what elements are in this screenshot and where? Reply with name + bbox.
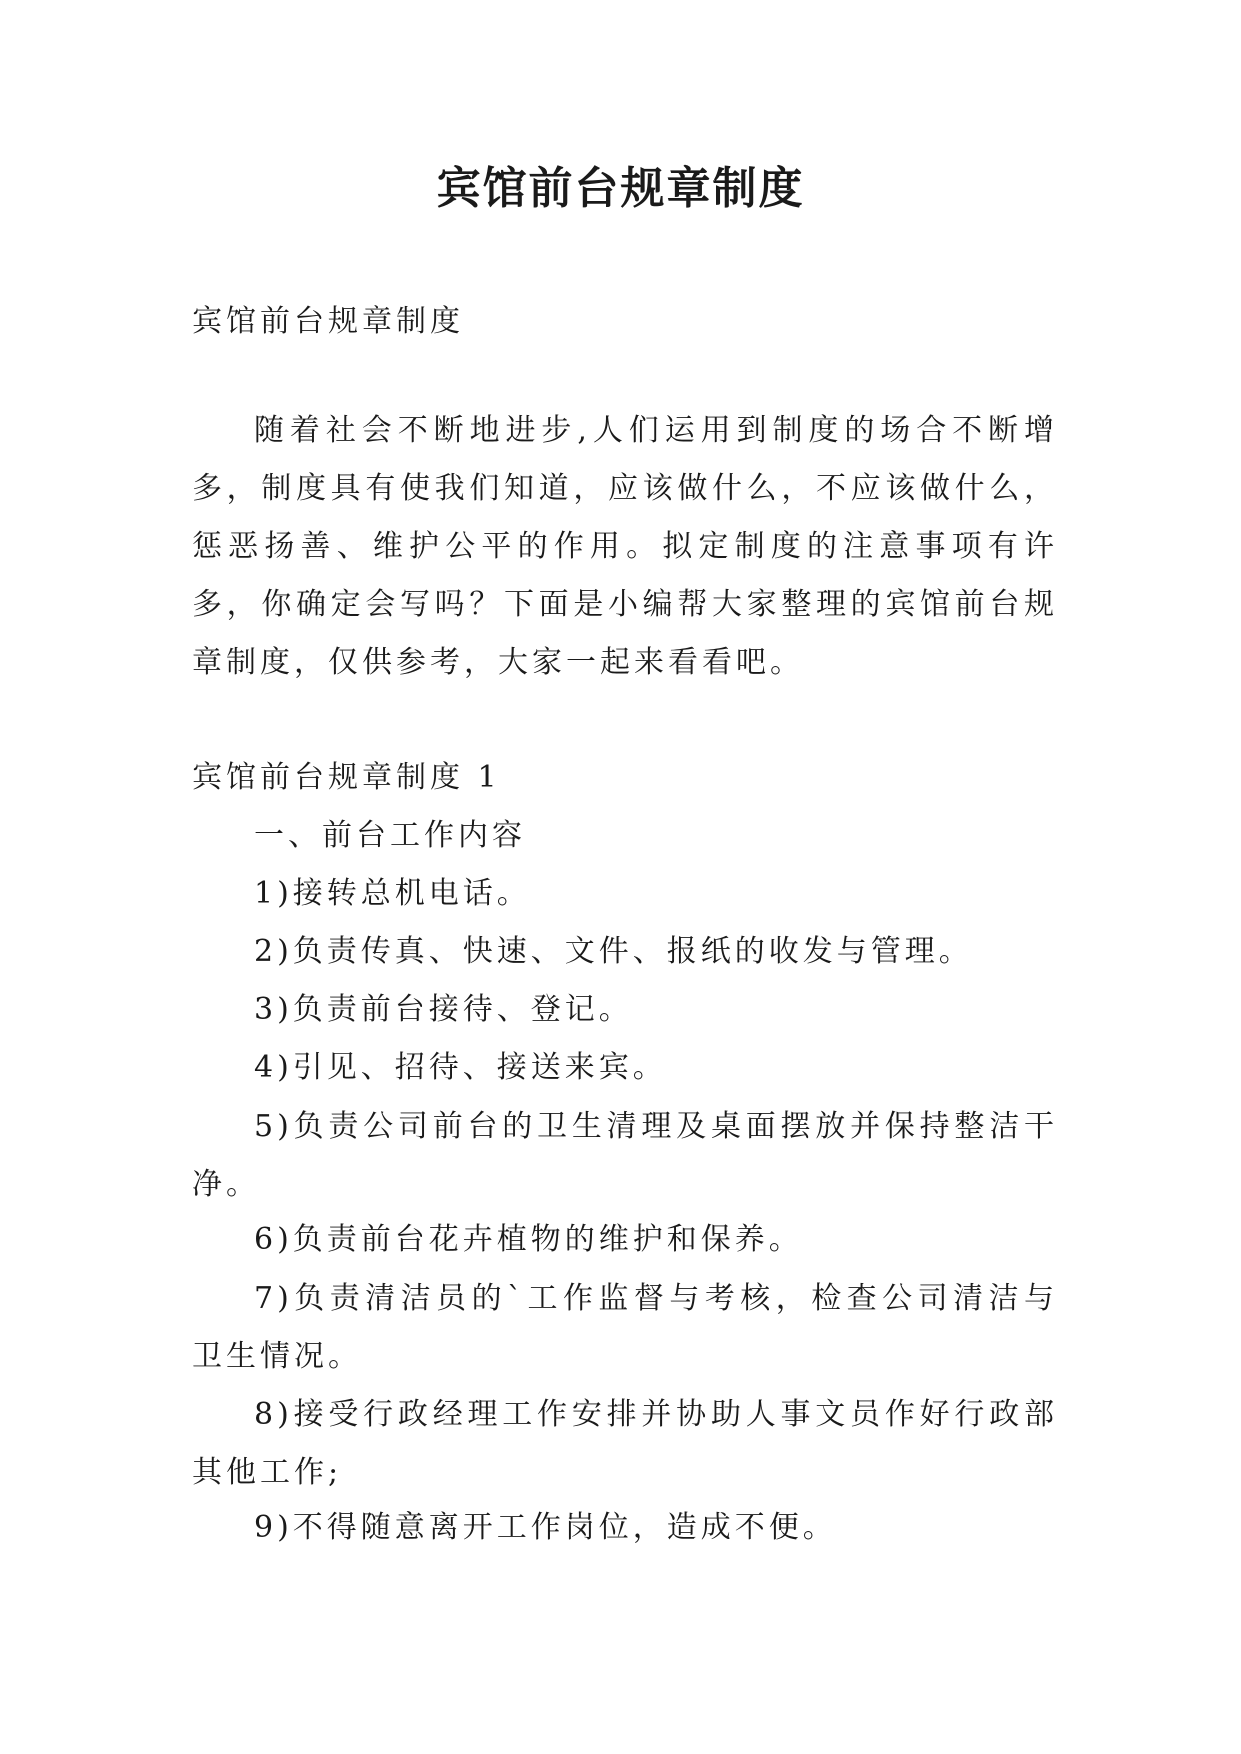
document-title: 宾馆前台规章制度 xyxy=(436,163,805,214)
list-item: 6)负责前台花卉植物的维护和保养。 xyxy=(254,1222,803,1257)
list-item: 7)负责清洁员的`工作监督与考核，检查公司清洁与卫生情况。 xyxy=(192,1281,1058,1374)
list-item: 1)接转总机电话。 xyxy=(254,876,531,911)
list-item: 4)引见、招待、接送来宾。 xyxy=(254,1050,667,1085)
intro-paragraph: 随着社会不断地进步,人们运用到制度的场合不断增多，制度具有使我们知道，应该做什么，不应该做什么，惩恶扬善、维护公平的作用。拟定制度的注意事项有许多，你确定会写吗？下面是小编帮大家整理的宾馆前台规章制度，仅供参考，大家一起来看看吧。 xyxy=(192,413,1058,680)
section-heading: 宾馆前台规章制度 1 xyxy=(192,760,501,795)
list-item: 2)负责传真、快速、文件、报纸的收发与管理。 xyxy=(254,934,973,969)
list-item: 5)负责公司前台的卫生清理及桌面摆放并保持整洁干净。 xyxy=(192,1109,1058,1202)
subsection-heading: 一、前台工作内容 xyxy=(254,818,526,853)
list-item: 3)负责前台接待、登记。 xyxy=(254,992,633,1027)
list-item: 8)接受行政经理工作安排并协助人事文员作好行政部其他工作; xyxy=(192,1397,1058,1490)
document-subtitle: 宾馆前台规章制度 xyxy=(192,304,464,339)
list-item: 9)不得随意离开工作岗位，造成不便。 xyxy=(254,1510,837,1545)
